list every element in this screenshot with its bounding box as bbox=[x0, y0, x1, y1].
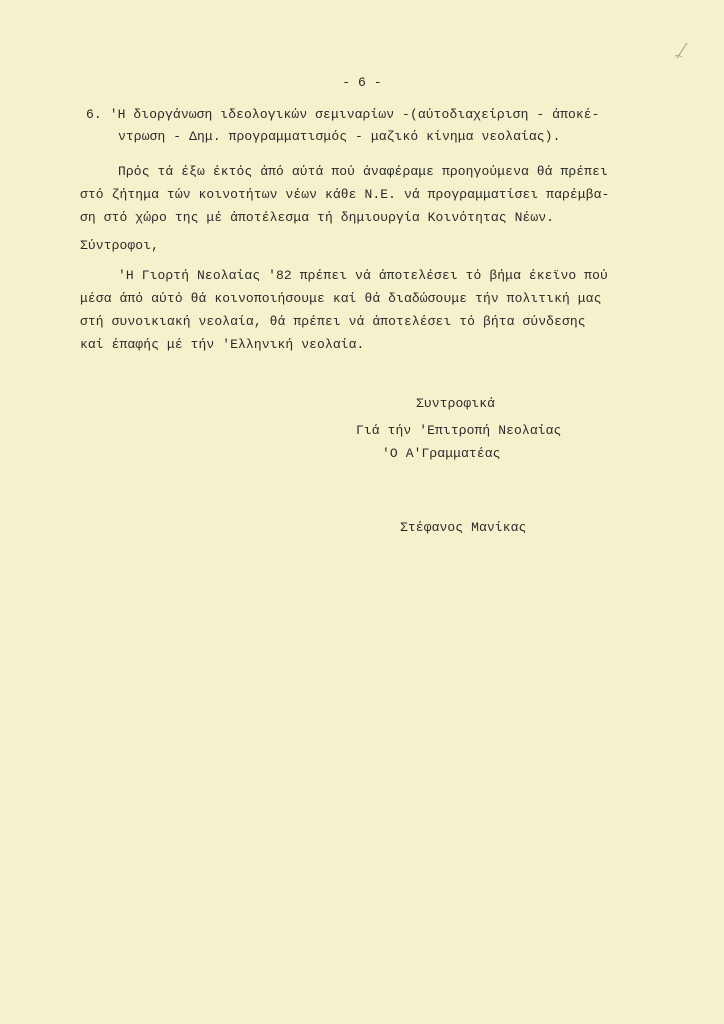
paragraph-1-line-1: Πρός τά έξω έκτός άπό αύτά πού άναφέραμε προηγούμενα θά πρέπει bbox=[118, 164, 608, 179]
closing-role: 'Ο Α'Γραμματέας bbox=[382, 446, 501, 461]
paragraph-2-line-1: 'Η Γιορτή Νεολαίας '82 πρέπει νά άποτελέσει τό βήμα έκεϊνο πού bbox=[118, 268, 608, 283]
paragraph-1-line-3: ση στό χώρο της μέ άποτέλεσμα τή δημιουργία Κοινότητας Νέων. bbox=[80, 210, 555, 225]
paragraph-2-line-4: καί έπαφής μέ τήν 'Ελληνική νεολαία. bbox=[80, 337, 365, 352]
closing-signoff: Συντροφικά bbox=[416, 396, 496, 411]
signatory-name: Στέφανος Μανίκας bbox=[400, 520, 527, 535]
paragraph-1-line-2: στό ζήτημα τών κοινοτήτων νέων κάθε Ν.Ε. νά προγραμματίσει παρέμβα- bbox=[80, 187, 610, 202]
item-6-line-2: ντρωση - Δημ. προγραμματισμός - μαζικό κίνημα νεολαίας). bbox=[118, 129, 561, 144]
pencil-mark-icon bbox=[674, 40, 690, 60]
paragraph-2-line-3: στή συνοικιακή νεολαία, θά πρέπει νά άποτελέσει τό βήτα σύνδεσης bbox=[80, 314, 586, 329]
page-number: - 6 - bbox=[342, 75, 382, 90]
salutation: Σύντροφοι, bbox=[80, 238, 160, 253]
paragraph-2-line-2: μέσα άπό αύτό θά κοινοποιήσουμε καί θά διαδώσουμε τήν πολιτική μας bbox=[80, 291, 602, 306]
item-6-line-1: 6. 'Η διοργάνωση ιδεολογικών σεμιναρίων -(αύτοδιαχείριση - άποκέ- bbox=[86, 107, 600, 122]
closing-committee: Γιά τήν 'Επιτροπή Νεολαίας bbox=[356, 423, 562, 438]
